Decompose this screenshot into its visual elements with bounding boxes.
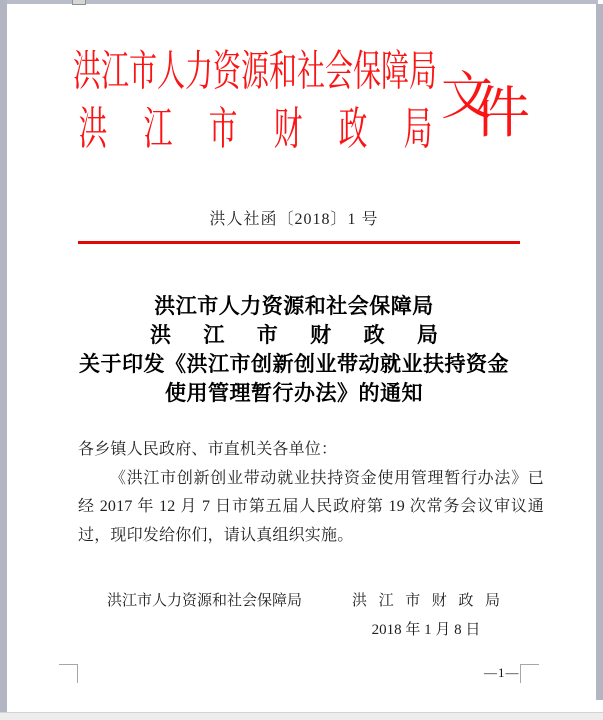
text-boundary-mark-bottom-left	[59, 664, 78, 683]
document-number: 洪人社函〔2018〕1 号	[209, 211, 379, 228]
document-body	[78, 436, 544, 550]
document-title	[39, 292, 549, 408]
title-line-3: 关于印发《洪江市创新创业带动就业扶持资金	[79, 353, 509, 376]
signoff-date: 2018 年 1 月 8 日	[371, 622, 481, 638]
letterhead-org-line1-text: 洪江市人力资源和社会保障局	[73, 46, 437, 95]
page-number: —1—	[484, 665, 520, 680]
salutation: 各乡镇人民政府、市直机关各单位：	[78, 441, 338, 458]
text-boundary-mark-bottom-right	[520, 664, 539, 683]
signoff-org-2: 洪 江 市 财 政 局	[352, 593, 500, 609]
viewer-right-edge	[596, 4, 603, 700]
viewer-bottom-edge	[0, 712, 603, 720]
red-separator-rule	[78, 241, 520, 244]
body-paragraph-line-1: 《洪江市创新创业带动就业扶持资金使用管理暂行办法》已	[110, 469, 544, 487]
viewer-left-edge	[0, 0, 7, 712]
viewer-top-edge	[0, 0, 598, 4]
ruler-notch-marker	[72, 0, 86, 5]
body-paragraph-line-3: 过，现印发给你们，请认真组织实施。	[78, 526, 354, 544]
signoff-org-1: 洪江市人力资源和社会保障局	[107, 593, 303, 609]
title-line-2: 洪 江 市 财 政 局	[150, 324, 438, 347]
title-line-4: 使用管理暂行办法》的通知	[165, 382, 423, 405]
doc-type-char-wen: 文	[441, 69, 494, 126]
body-paragraph-line-2: 经 2017 年 12 月 7 日市第五届人民政府第 19 次常务会议审议通	[78, 498, 544, 515]
letterhead-org-line2: 洪 江 市 财 政 局	[78, 103, 433, 155]
doc-type-char-jian: 件	[474, 83, 530, 145]
title-line-1: 洪江市人力资源和社会保障局	[154, 295, 434, 318]
